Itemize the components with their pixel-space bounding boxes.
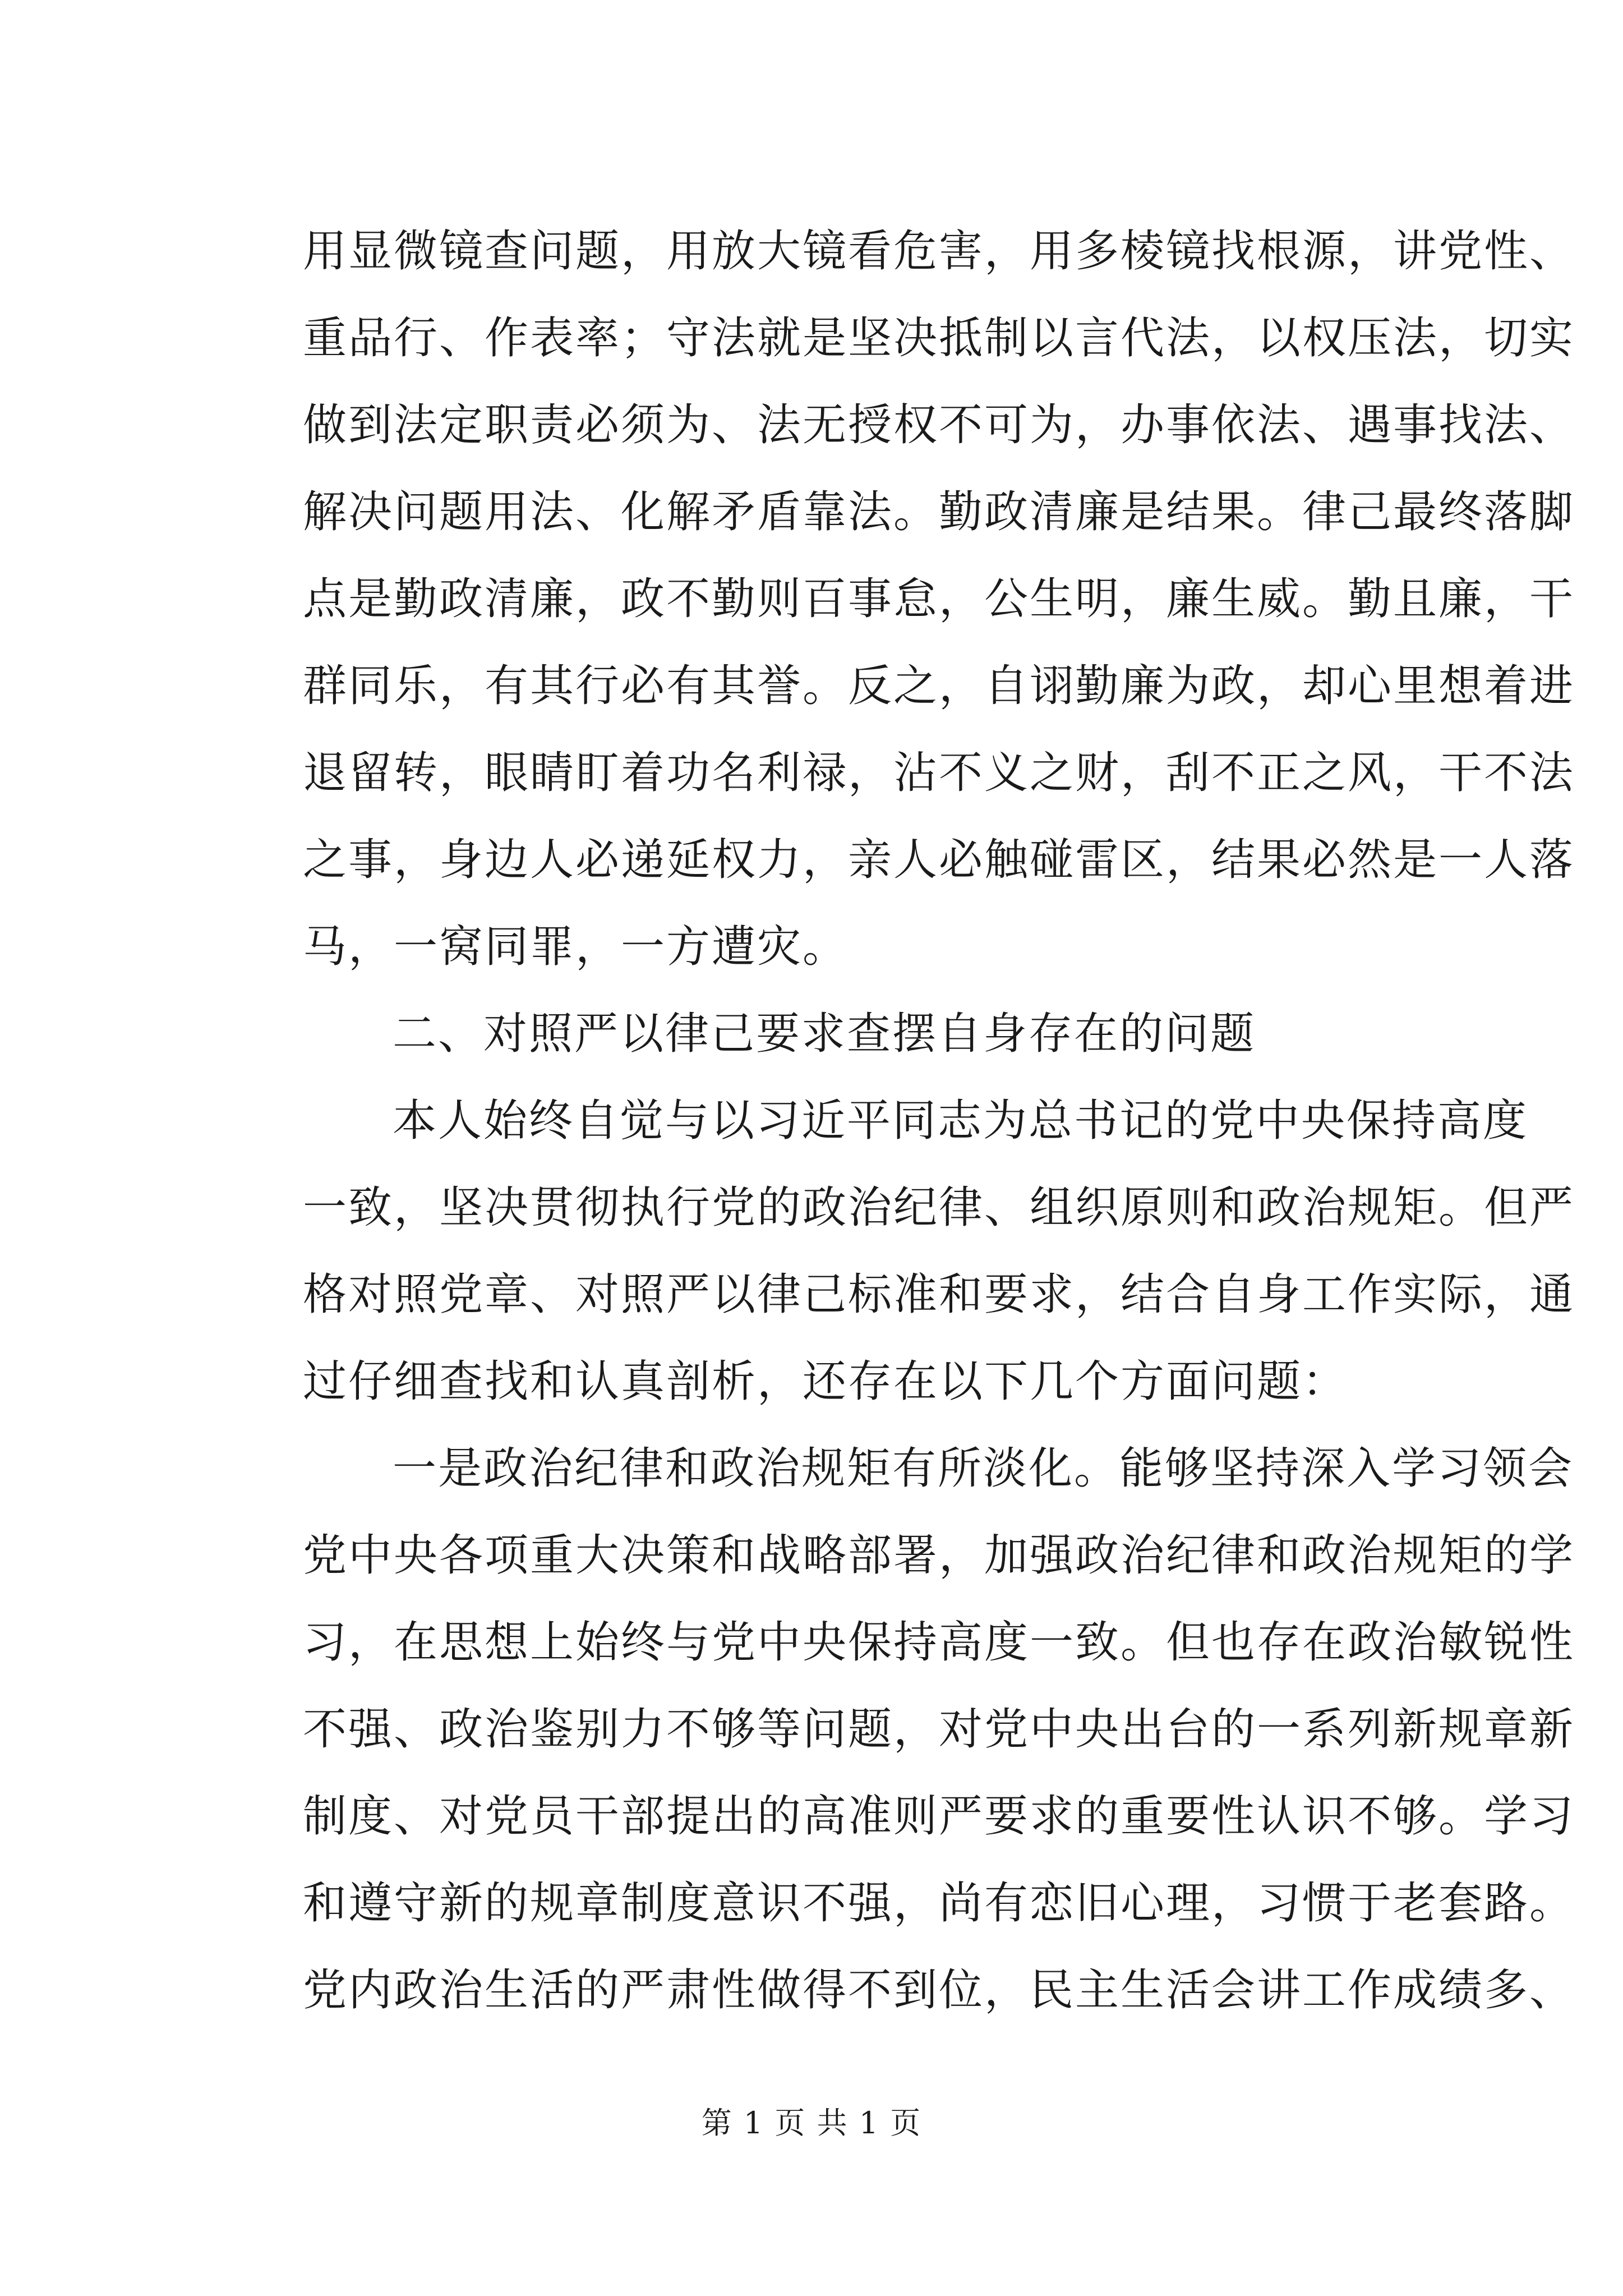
text-line: 过仔细查找和认真剖析，还存在以下几个方面问题： [303,1356,1348,1407]
text-line: 格对照党章、对照严以律己标准和要求，结合自身工作实际，通 [303,1269,1575,1320]
paragraph-first-line: 本人始终自觉与以习近平同志为总书记的党中央保持高度 [393,1096,1529,1146]
text-line: 用显微镜查问题，用放大镜看危害，用多棱镜找根源，讲党性、 [303,226,1575,277]
text-line: 马，一窝同罪，一方遭灾。 [303,922,849,972]
text-line: 一致，坚决贯彻执行党的政治纪律、组织原则和政治规矩。但严 [303,1182,1575,1233]
paragraph-first-line: 一是政治纪律和政治规矩有所淡化。能够坚持深入学习领会 [393,1443,1574,1494]
text-line: 党内政治生活的严肃性做得不到位，民主生活会讲工作成绩多、 [303,1965,1575,2016]
text-line: 解决问题用法、化解矛盾靠法。勤政清廉是结果。律己最终落脚 [303,487,1575,537]
text-line: 党中央各项重大决策和战略部署，加强政治纪律和政治规矩的学 [303,1530,1575,1581]
text-line: 习，在思想上始终与党中央保持高度一致。但也存在政治敏锐性 [303,1617,1575,1668]
page-footer: 第 1 页 共 1 页 [701,2105,922,2141]
text-line: 做到法定职责必须为、法无授权不可为，办事依法、遇事找法、 [303,400,1575,450]
text-line: 制度、对党员干部提出的高准则严要求的重要性认识不够。学习 [303,1791,1575,1842]
text-line: 点是勤政清廉，政不勤则百事怠，公生明，廉生威。勤且廉，干 [303,574,1575,624]
text-line: 不强、政治鉴别力不够等问题，对党中央出台的一系列新规章新 [303,1704,1575,1755]
text-line: 群同乐，有其行必有其誉。反之，自诩勤廉为政，却心里想着进 [303,661,1575,711]
section-heading: 二、对照严以律己要求查摆自身存在的问题 [393,1009,1256,1059]
text-line: 重品行、作表率；守法就是坚决抵制以言代法，以权压法，切实 [303,313,1575,364]
text-line: 之事，身边人必递延权力，亲人必触碰雷区，结果必然是一人落 [303,835,1575,885]
text-line: 和遵守新的规章制度意识不强，尚有恋旧心理，习惯于老套路。 [303,1878,1575,1929]
text-line: 退留转，眼睛盯着功名利禄，沾不义之财，刮不正之风，干不法 [303,748,1575,798]
